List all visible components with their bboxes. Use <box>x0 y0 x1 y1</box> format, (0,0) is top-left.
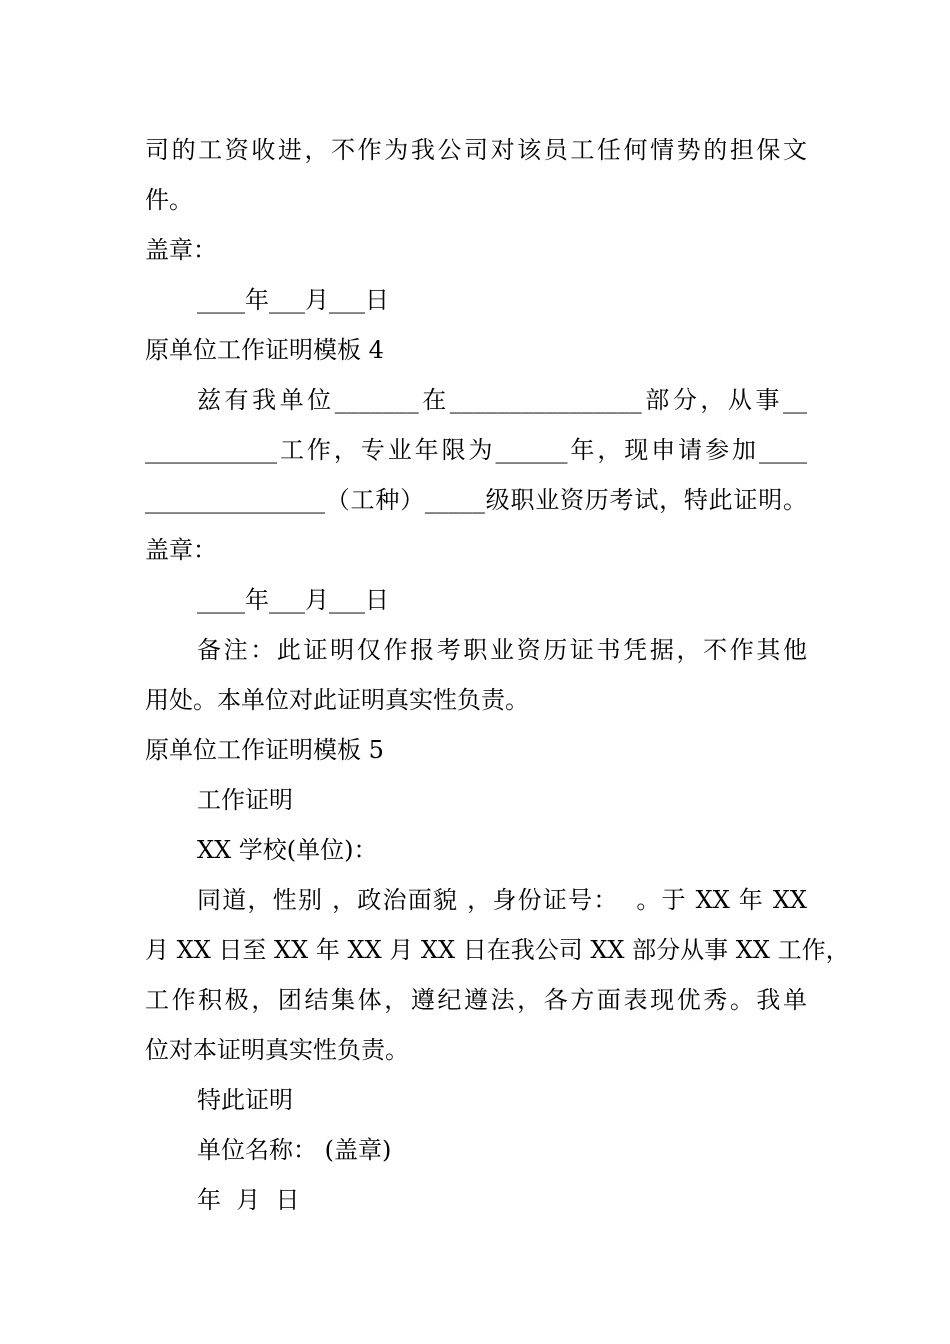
template-5-body-line-end: 位对本证明真实性负责。 <box>145 1036 409 1064</box>
remark-line-end: 用处。本单位对此证明真实性负责。 <box>145 686 529 714</box>
template-5-body-line: 月 XX 日至 XX 年 XX 月 XX 日在我公司 XX 部分从事 XX 工作， <box>145 936 850 964</box>
seal-label: 盖章： <box>145 236 217 264</box>
template-4-body-line: ___________工作，专业年限为______年，现申请参加____ <box>145 436 807 464</box>
date-blank-line: ____年___月___日 <box>197 586 389 614</box>
seal-label: 盖章： <box>145 536 217 564</box>
recipient-line: XX 学校(单位)： <box>197 836 378 864</box>
organization-name-line: 单位名称： (盖章) <box>197 1136 392 1164</box>
template-5-body-line: 工作积极，团结集体，遵纪遵法，各方面表现优秀。我单 <box>145 986 807 1014</box>
body-line-continuation: 司的工资收进，不作为我公司对该员工任何情势的担保文 <box>145 136 807 164</box>
date-blank-line: ____年___月___日 <box>197 286 389 314</box>
template-heading-5: 原单位工作证明模板 5 <box>145 736 384 764</box>
template-4-body-line: _______________（工种）_____级职业资历考试，特此证明。 <box>145 486 807 514</box>
template-4-body-line: 兹有我单位_______在________________部分，从事__ <box>197 386 807 414</box>
remark-line: 备注：此证明仅作报考职业资历证书凭据，不作其他 <box>197 636 807 664</box>
closing-statement: 特此证明 <box>197 1086 293 1114</box>
date-line: 年 月 日 <box>197 1186 300 1214</box>
certificate-title: 工作证明 <box>197 786 293 814</box>
template-heading-4: 原单位工作证明模板 4 <box>145 336 384 364</box>
body-line-continuation-end: 件。 <box>145 186 193 214</box>
template-5-body-line: 同道，性别 ，政治面貌 ，身份证号： 。于 XX 年 XX <box>197 886 807 914</box>
document-page <box>145 125 850 1225</box>
